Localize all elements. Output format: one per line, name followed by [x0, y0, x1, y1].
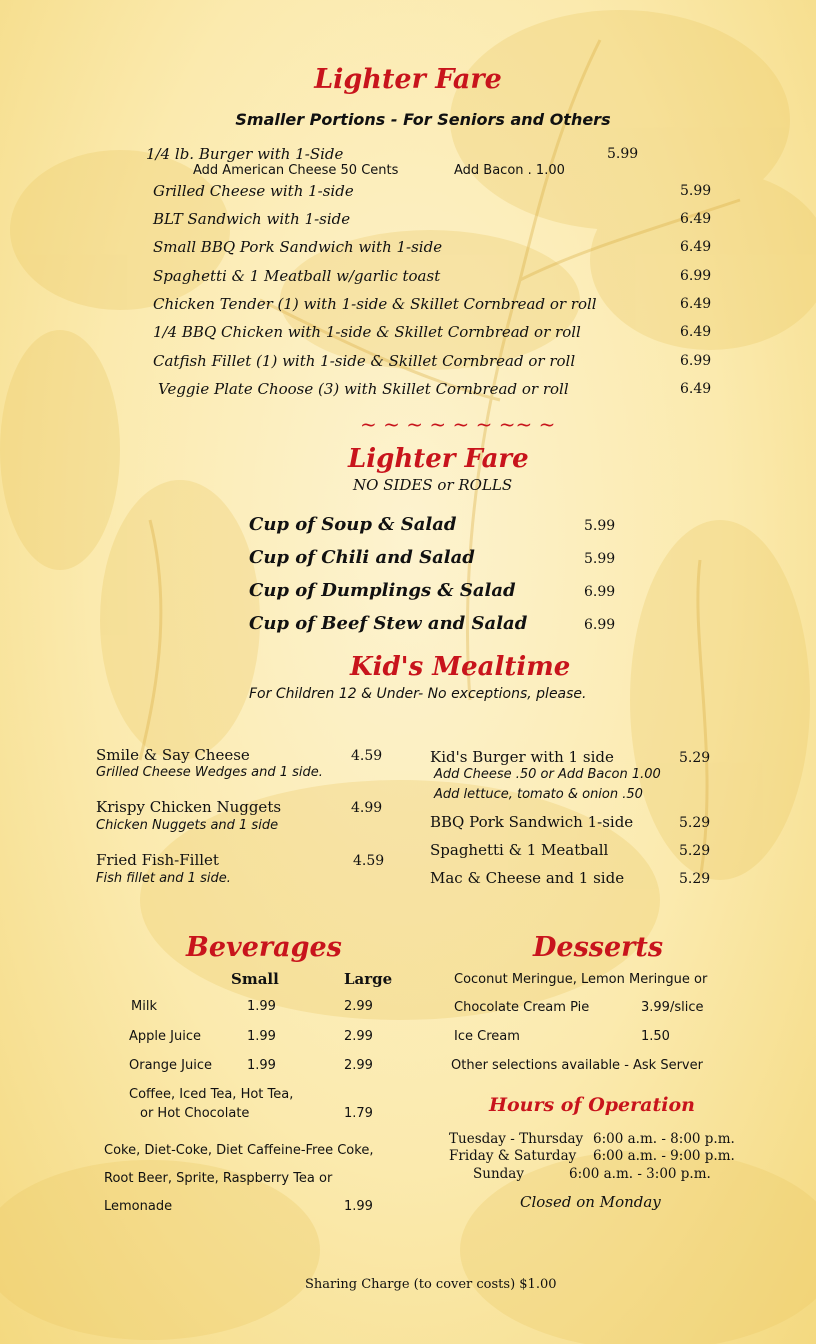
lighter-fare-2-title: Lighter Fare [348, 444, 529, 474]
table-row-small: 1.99 [247, 999, 276, 1014]
item-price: 4.59 [353, 853, 385, 869]
table-row-name: Orange Juice [129, 1058, 212, 1073]
item-description: Chicken Nuggets and 1 side [96, 818, 279, 833]
lighter-fare-title: Lighter Fare [314, 64, 502, 95]
burger-addon-cheese: Add American Cheese 50 Cents [193, 163, 399, 178]
item-price: 6.99 [584, 584, 616, 600]
list-item: Smile & Say Cheese [96, 746, 250, 764]
table-row-large: 2.99 [344, 999, 373, 1014]
list-item: BLT Sandwich with 1-side [153, 210, 351, 228]
lighter-fare-2-subtitle: NO SIDES or ROLLS [353, 476, 513, 494]
table-row-name: Apple Juice [129, 1029, 201, 1044]
tilde-divider: ~ ~ ~ ~ ~ ~ ~~ ~ [360, 412, 556, 436]
table-row-large: 2.99 [344, 1029, 373, 1044]
list-item: Veggie Plate Choose (3) with Skillet Cornbread or roll [158, 380, 569, 398]
list-item: Cup of Beef Stew and Salad [249, 613, 528, 634]
hours-days: Tuesday - Thursday [449, 1131, 584, 1147]
item-description: Fish fillet and 1 side. [96, 871, 231, 886]
soda-line-2: Root Beer, Sprite, Raspberry Tea or [104, 1171, 333, 1186]
burger-item-price: 5.99 [607, 146, 639, 162]
kids-burger-addon-2: Add lettuce, tomato & onion .50 [434, 787, 643, 802]
desserts-title: Desserts [533, 932, 664, 963]
soda-price: 1.99 [344, 1199, 373, 1214]
hours-days: Sunday [473, 1166, 524, 1182]
item-price: 6.49 [680, 211, 712, 227]
list-item: Catfish Fillet (1) with 1-side & Skillet Cornbread or roll [153, 352, 576, 370]
list-item: Cup of Soup & Salad [249, 514, 457, 535]
item-price: 4.99 [351, 800, 383, 816]
hours-time: 6:00 a.m. - 8:00 p.m. [593, 1131, 735, 1147]
beverages-col-small: Small [231, 970, 279, 988]
item-price: 6.49 [680, 324, 712, 340]
coffee-line-2: or Hot Chocolate [140, 1106, 250, 1121]
list-item: Small BBQ Pork Sandwich with 1-side [153, 238, 443, 256]
coffee-price: 1.79 [344, 1106, 373, 1121]
item-price: 6.49 [680, 239, 712, 255]
item-price: 6.99 [680, 353, 712, 369]
kids-subtitle: For Children 12 & Under- No exceptions, please. [249, 686, 587, 702]
item-price: 6.99 [584, 617, 616, 633]
sharing-charge: Sharing Charge (to cover costs) $1.00 [305, 1277, 557, 1292]
item-price: 5.29 [679, 815, 711, 831]
burger-addon-bacon: Add Bacon . 1.00 [454, 163, 565, 178]
table-row-large: 2.99 [344, 1058, 373, 1073]
soda-line-3: Lemonade [104, 1199, 173, 1214]
item-price: 4.59 [351, 748, 383, 764]
kids-title: Kid's Mealtime [350, 652, 571, 682]
dessert-pie-price: 3.99/slice [641, 1000, 704, 1015]
item-price: 5.29 [679, 750, 711, 766]
item-price: 5.99 [584, 551, 616, 567]
burger-item-name: 1/4 lb. Burger with 1-Side [146, 145, 344, 163]
hours-title: Hours of Operation [489, 1094, 695, 1116]
list-item: Spaghetti & 1 Meatball w/garlic toast [153, 267, 441, 285]
table-row-small: 1.99 [247, 1029, 276, 1044]
list-item: Cup of Chili and Salad [249, 547, 475, 568]
list-item: Grilled Cheese with 1-side [153, 182, 354, 200]
hours-time: 6:00 a.m. - 9:00 p.m. [593, 1148, 735, 1164]
soda-line-1: Coke, Diet-Coke, Diet Caffeine-Free Coke, [104, 1143, 374, 1158]
list-item: Chicken Tender (1) with 1-side & Skillet Cornbread or roll [153, 295, 597, 313]
dessert-ice-cream: Ice Cream [454, 1029, 520, 1044]
list-item: Mac & Cheese and 1 side [430, 869, 625, 887]
dessert-ice-cream-price: 1.50 [641, 1029, 670, 1044]
item-price: 5.99 [680, 183, 712, 199]
coffee-line-1: Coffee, Iced Tea, Hot Tea, [129, 1087, 294, 1102]
list-item: 1/4 BBQ Chicken with 1-side & Skillet Cornbread or roll [153, 323, 581, 341]
item-price: 6.99 [680, 268, 712, 284]
hours-time: 6:00 a.m. - 3:00 p.m. [569, 1166, 711, 1182]
dessert-line-1: Coconut Meringue, Lemon Meringue or [454, 972, 708, 987]
kids-burger-addon-1: Add Cheese .50 or Add Bacon 1.00 [434, 767, 661, 782]
lighter-fare-subtitle: Smaller Portions - For Seniors and Others [235, 110, 611, 129]
beverages-col-large: Large [344, 970, 393, 988]
item-price: 5.29 [679, 871, 711, 887]
list-item: BBQ Pork Sandwich 1-side [430, 813, 634, 831]
list-item: Krispy Chicken Nuggets [96, 798, 282, 816]
table-row-name: Milk [131, 999, 157, 1014]
item-description: Grilled Cheese Wedges and 1 side. [96, 765, 323, 780]
item-price: 6.49 [680, 296, 712, 312]
hours-days: Friday & Saturday [449, 1148, 577, 1164]
closed-notice: Closed on Monday [520, 1193, 661, 1211]
kids-burger-name: Kid's Burger with 1 side [430, 748, 614, 766]
beverages-title: Beverages [186, 932, 342, 963]
item-price: 6.49 [680, 381, 712, 397]
item-price: 5.29 [679, 843, 711, 859]
dessert-other: Other selections available - Ask Server [451, 1058, 703, 1073]
list-item: Cup of Dumplings & Salad [249, 580, 516, 601]
table-row-small: 1.99 [247, 1058, 276, 1073]
item-price: 5.99 [584, 518, 616, 534]
list-item: Fried Fish-Fillet [96, 851, 219, 869]
dessert-line-2: Chocolate Cream Pie [454, 1000, 590, 1015]
list-item: Spaghetti & 1 Meatball [430, 841, 609, 859]
